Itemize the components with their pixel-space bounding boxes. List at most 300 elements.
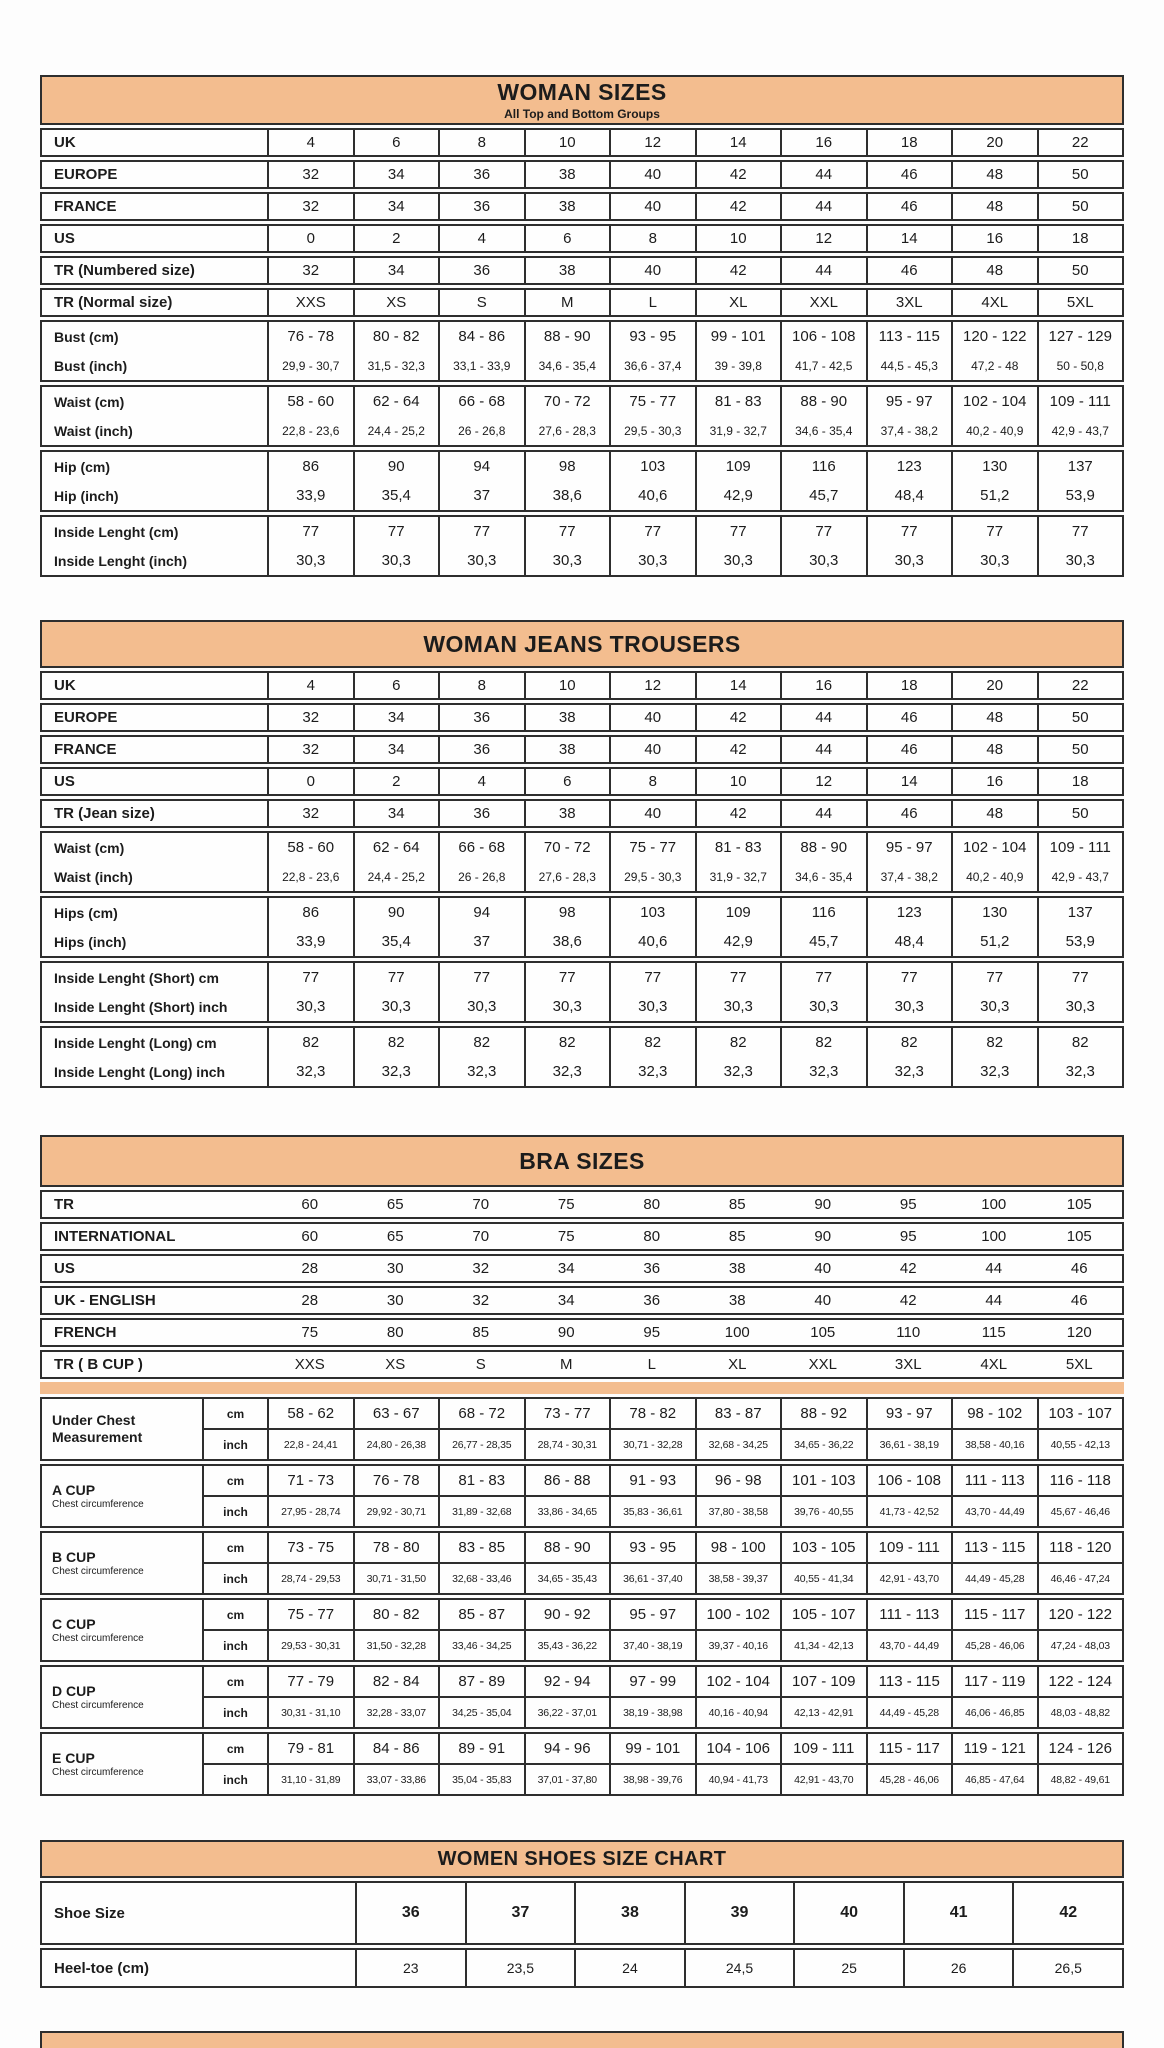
cell-value: 42 [729,741,747,758]
cell-value: 42,9 - 43,7 [1051,869,1109,884]
row-values [355,1950,1122,1986]
cell-value: 30,3 [809,552,839,569]
cell-value: 99 - 101 [710,328,766,345]
cell-value: 97 - 99 [629,1673,677,1690]
cell-value: 36 [473,166,491,183]
cell-value: 46 [900,709,918,726]
value-cell [438,130,524,155]
value-cell [780,1256,866,1281]
value-cell [1037,1288,1123,1313]
cell-value: 42,13 - 42,91 [782,1696,866,1727]
cell-value: 88 - 90 [800,393,848,410]
value-cell [951,517,1037,575]
table-row [40,671,1124,700]
cell-value: 86 [302,904,320,921]
cell-value: 81 - 83 [714,839,762,856]
value-cell [866,737,952,762]
value-cell [524,1320,610,1345]
row-values [267,1533,1122,1593]
value-cell [609,1256,695,1281]
cell-value: 10 [558,677,576,694]
value-cell [267,801,353,826]
woman-sizes-header [40,75,1124,125]
value-cell [353,769,439,794]
cell-value: 36 [473,709,491,726]
row-label: Bust (cm) [54,328,119,345]
value-cell [353,194,439,219]
value-cell [267,1533,353,1593]
cell-value: 36,61 - 38,19 [868,1428,952,1459]
cell-value: 70 - 72 [543,393,591,410]
cell-value: 37 [511,1904,530,1921]
cell-value: 77 [729,523,747,540]
cell-value: 106 - 108 [792,328,856,345]
cell-value: 31,50 - 32,28 [355,1629,439,1660]
value-cell [609,1533,695,1593]
value-cell [353,1600,439,1660]
cell-value: 77 [815,523,833,540]
value-cell [353,673,439,698]
cell-value: 81 - 83 [458,1472,506,1489]
value-cell [267,673,353,698]
value-cell [866,258,952,283]
row-label: Heel-toe (cm) [54,1959,150,1977]
cell-value: 40,2 - 40,9 [966,869,1024,884]
cell-value: 32 [302,262,320,279]
cell-value: 32 [472,1292,490,1309]
cell-value: 36,6 - 37,4 [624,358,682,373]
cell-value: 33,86 - 34,65 [526,1495,610,1526]
cell-value: 33,07 - 33,86 [355,1763,439,1794]
value-cell [780,898,866,956]
cell-value: 77 [558,523,576,540]
value-cell [780,769,866,794]
cell-value: 82 [473,1034,491,1051]
cell-value: 18 [900,134,918,151]
value-cell [438,1288,524,1313]
unit-cm-label: cm [226,1741,245,1756]
cell-value: 100 [724,1324,750,1341]
cell-value: 29,92 - 30,71 [355,1495,439,1526]
cell-value: L [648,294,657,311]
cell-value: XXS [295,294,326,311]
value-cell [1037,1192,1123,1217]
value-cell [866,898,952,956]
value-cell [951,898,1037,956]
cell-value: 87 - 89 [458,1673,506,1690]
cell-value: 37 [473,933,491,950]
cell-value: 46 [1070,1260,1088,1277]
cell-value: 58 - 60 [287,839,335,856]
cell-value: 50 [1071,198,1089,215]
value-cell [866,705,952,730]
value-cell [951,387,1037,445]
value-cell [609,1192,695,1217]
value-cell [524,1734,610,1794]
value-cell [609,258,695,283]
row-label: TR (Normal size) [54,294,173,311]
cell-value: 30,3 [723,552,753,569]
value-cell [267,1192,353,1217]
cup-row [40,1397,1124,1461]
row-values [267,833,1122,891]
cell-value: 95 [643,1324,661,1341]
cell-value: 43,70 - 44,49 [953,1495,1037,1526]
cell-value: 88 - 90 [800,839,848,856]
value-cell [267,1288,353,1313]
cell-value: 32,3 [296,1063,326,1080]
cell-value: 32 [302,741,320,758]
cell-value: 40,55 - 42,13 [1039,1428,1123,1459]
value-cell [1037,833,1123,891]
value-cell [438,1320,524,1345]
row-values [267,705,1122,730]
cell-value: 99 - 101 [625,1740,681,1757]
cutoff-next-table-header [40,2031,1124,2048]
cell-value: 31,10 - 31,89 [269,1763,353,1794]
value-cell [355,1883,465,1943]
value-cell [951,833,1037,891]
value-cell [1037,162,1123,187]
cell-value: 82 [986,1034,1004,1051]
value-cell [267,1600,353,1660]
value-cell [524,194,610,219]
cell-value: 8 [648,773,657,790]
unit-column [202,1667,267,1727]
row-label: UK [54,677,76,694]
cell-value: 42 [729,805,747,822]
cell-value: 36,61 - 37,40 [611,1562,695,1593]
value-cell [866,801,952,826]
value-cell [1037,258,1123,283]
value-cell [951,322,1037,380]
cell-value: 103 [640,458,666,475]
value-cell [695,322,781,380]
cell-value: 14 [900,773,918,790]
cell-value: 12 [644,134,662,151]
unit-cm-label: cm [226,1540,245,1555]
cell-value: 77 [473,969,491,986]
cell-value: 46,85 - 47,64 [953,1763,1037,1794]
cell-value: 48,4 [894,487,924,504]
row-values [267,1192,1122,1217]
cell-value: M [561,294,574,311]
cell-value: 41,73 - 42,52 [868,1495,952,1526]
cell-value: 33,9 [296,487,326,504]
value-cell [866,833,952,891]
cell-value: 4XL [981,294,1009,311]
value-cell [353,1256,439,1281]
value-cell [695,1028,781,1086]
value-cell [1037,1224,1123,1249]
unit-inch-label: inch [204,1428,267,1459]
table-subtitle: All Top and Bottom Groups [504,107,660,121]
row-label: FRANCE [54,198,117,215]
cell-value: 39,37 - 40,16 [697,1629,781,1660]
cell-value: 117 - 119 [964,1673,1026,1690]
value-cell [695,226,781,251]
row-values [267,1028,1122,1086]
cell-value: 33,1 - 33,9 [453,358,511,373]
cell-value: 36 [473,741,491,758]
value-cell [1037,1533,1123,1593]
cell-value: 93 - 97 [885,1405,933,1422]
row-values [267,1600,1122,1660]
cell-value: 123 [896,458,922,475]
row-values [267,1288,1122,1313]
cup-label [42,1533,202,1593]
cell-value: 12 [644,677,662,694]
value-cell [684,1883,794,1943]
row-values [267,1734,1122,1794]
value-cell [866,162,952,187]
cell-value: 98 - 102 [967,1405,1023,1422]
cell-value: 36 [473,198,491,215]
value-cell [524,1224,610,1249]
cell-value: 82 [387,1034,405,1051]
cell-value: 90 [814,1228,832,1245]
value-cell [695,1352,781,1377]
value-cell [866,1224,952,1249]
cell-value: 38 [558,262,576,279]
cell-value: 28,74 - 30,31 [526,1428,610,1459]
value-cell [866,194,952,219]
cell-value: 12 [815,773,833,790]
cell-value: 42 [899,1292,917,1309]
cell-value: 77 [302,523,320,540]
value-cell [524,705,610,730]
cup-label [42,1466,202,1526]
cell-value: 30,3 [638,998,668,1015]
cell-value: 106 - 108 [877,1472,941,1489]
table-row-group [40,450,1124,512]
cell-value: 93 - 95 [629,1539,677,1556]
value-cell [1037,387,1123,445]
cell-value: 102 - 104 [706,1673,770,1690]
value-cell [609,290,695,315]
cell-value: 77 [1071,523,1089,540]
value-cell [780,673,866,698]
row-label: EUROPE [54,709,118,726]
value-cell [609,1399,695,1459]
row-label: Bust (inch) [54,357,128,374]
cell-value: 41,7 - 42,5 [795,358,853,373]
unit-cm-label: cm [226,1674,245,1689]
value-cell [1037,130,1123,155]
row-values [267,673,1122,698]
value-cell [267,226,353,251]
cup-row [40,1598,1124,1662]
value-cell [524,1192,610,1217]
cell-value: 119 - 121 [963,1740,1026,1757]
value-cell [524,1466,610,1526]
cell-value: 28 [301,1260,319,1277]
value-cell [695,258,781,283]
cell-value: 6 [563,773,572,790]
value-cell [695,1667,781,1727]
cell-value: 32,3 [723,1063,753,1080]
cell-value: 40,94 - 41,73 [697,1763,781,1794]
value-cell [609,833,695,891]
cell-value: 105 [1066,1228,1092,1245]
cell-value: 44 [985,1260,1003,1277]
row-label-group [42,963,267,1021]
table-row [40,160,1124,189]
value-cell [438,1734,524,1794]
cell-value: 58 - 62 [287,1405,335,1422]
cup-subtext: Chest circumference [52,1767,144,1779]
value-cell [609,1028,695,1086]
value-cell [1037,673,1123,698]
cell-value: 38,6 [552,933,582,950]
value-cell [609,194,695,219]
value-cell [524,258,610,283]
value-cell [267,833,353,891]
value-cell [951,1028,1037,1086]
cell-value: 31,89 - 32,68 [440,1495,524,1526]
cell-value: 29,5 - 30,3 [624,423,682,438]
row-label: Inside Lenght (Long) inch [54,1063,226,1080]
value-cell [1037,769,1123,794]
cell-value: 20 [986,677,1004,694]
value-cell [524,130,610,155]
cell-value: 40,55 - 41,34 [782,1562,866,1593]
row-label-group [42,322,267,380]
cell-value: 33,46 - 34,25 [440,1629,524,1660]
cell-value: 48 [986,262,1004,279]
cell-value: M [560,1356,573,1373]
cell-value: 82 [558,1034,576,1051]
cell-value: 32,3 [1065,1063,1095,1080]
cell-value: 30,3 [894,998,924,1015]
cell-value: 38 [728,1292,746,1309]
cell-value: 42,9 [723,487,753,504]
value-cell [780,833,866,891]
value-cell [780,1734,866,1794]
value-cell [267,1320,353,1345]
value-cell [1037,1667,1123,1727]
cell-value: 36 [643,1292,661,1309]
value-cell [609,130,695,155]
cell-value: 16 [986,773,1004,790]
cell-value: 77 [473,523,491,540]
unit-column [202,1466,267,1526]
cell-value: 80 - 82 [372,328,420,345]
cup-row [40,1665,1124,1729]
cell-value: 111 - 113 [879,1606,940,1623]
value-cell [353,1288,439,1313]
shoes-size-header [40,1840,1124,1878]
value-cell [866,769,952,794]
value-cell [866,290,952,315]
table-row-group [40,831,1124,893]
cell-value: 137 [1067,458,1093,475]
cell-value: 63 - 67 [372,1405,420,1422]
cell-value: 46,46 - 47,24 [1039,1562,1123,1593]
cell-value: 94 [473,458,491,475]
cell-value: 39,76 - 40,55 [782,1495,866,1526]
cell-value: 77 [387,523,405,540]
cell-value: 26 - 26,8 [458,869,506,884]
cup-name: C CUP [52,1615,96,1632]
value-cell [609,517,695,575]
cell-value: 32 [302,198,320,215]
cell-value: 79 - 81 [287,1740,335,1757]
cell-value: 76 - 78 [287,328,335,345]
cell-value: 22 [1071,677,1089,694]
value-cell [353,1224,439,1249]
cell-value: 41,34 - 42,13 [782,1629,866,1660]
cell-value: 105 - 107 [792,1606,856,1623]
value-cell [866,1399,952,1459]
cell-value: 105 [810,1324,836,1341]
cup-row [40,1732,1124,1796]
cell-value: 34 [387,805,405,822]
cell-value: 30,3 [381,998,411,1015]
value-cell [574,1950,684,1986]
cell-value: 94 - 96 [543,1740,591,1757]
cell-value: 26 [950,1960,967,1976]
cell-value: 70 [472,1196,490,1213]
cell-value: 77 [986,969,1004,986]
cell-value: 16 [815,134,833,151]
cell-value: 32 [472,1260,490,1277]
cell-value: 100 - 102 [706,1606,770,1623]
value-cell [684,1950,794,1986]
cell-value: 29,9 - 30,7 [282,358,340,373]
cell-value: 65 [386,1228,404,1245]
value-cell [353,833,439,891]
cell-value: 91 - 93 [629,1472,677,1489]
cell-value: 90 [557,1324,575,1341]
row-label: Inside Lenght (Short) inch [54,998,228,1015]
value-cell [695,517,781,575]
cell-value: 32,68 - 33,46 [440,1562,524,1593]
value-cell [866,1320,952,1345]
row-label: Inside Lenght (Long) cm [54,1034,217,1051]
table-row-group [40,896,1124,958]
value-cell [353,1734,439,1794]
cell-value: 70 [472,1228,490,1245]
value-cell [951,130,1037,155]
unit-inch-label: inch [204,1696,267,1727]
table-row-group [40,515,1124,577]
cell-value: 118 - 120 [1049,1539,1112,1556]
cell-value: 40,6 [638,487,668,504]
value-cell [951,1734,1037,1794]
table-row [40,767,1124,796]
cell-value: 44 [815,166,833,183]
value-cell [695,1466,781,1526]
cell-value: 45,28 - 46,06 [868,1763,952,1794]
value-cell [267,705,353,730]
row-label: Waist (inch) [54,868,133,885]
cell-value: 73 - 77 [543,1405,591,1422]
value-cell [695,705,781,730]
cell-value: 24 [622,1960,638,1976]
value-cell [1037,290,1123,315]
table-row [40,1286,1124,1315]
cup-subtext: Chest circumference [52,1566,144,1578]
row-label: FRENCH [54,1324,117,1341]
cell-value: 32,3 [552,1063,582,1080]
cell-value: 76 - 78 [372,1472,420,1489]
cell-value: 34 [557,1260,575,1277]
cell-value: 8 [648,230,657,247]
cell-value: 122 - 124 [1048,1673,1112,1690]
cell-value: 84 - 86 [458,328,506,345]
value-cell [353,1533,439,1593]
